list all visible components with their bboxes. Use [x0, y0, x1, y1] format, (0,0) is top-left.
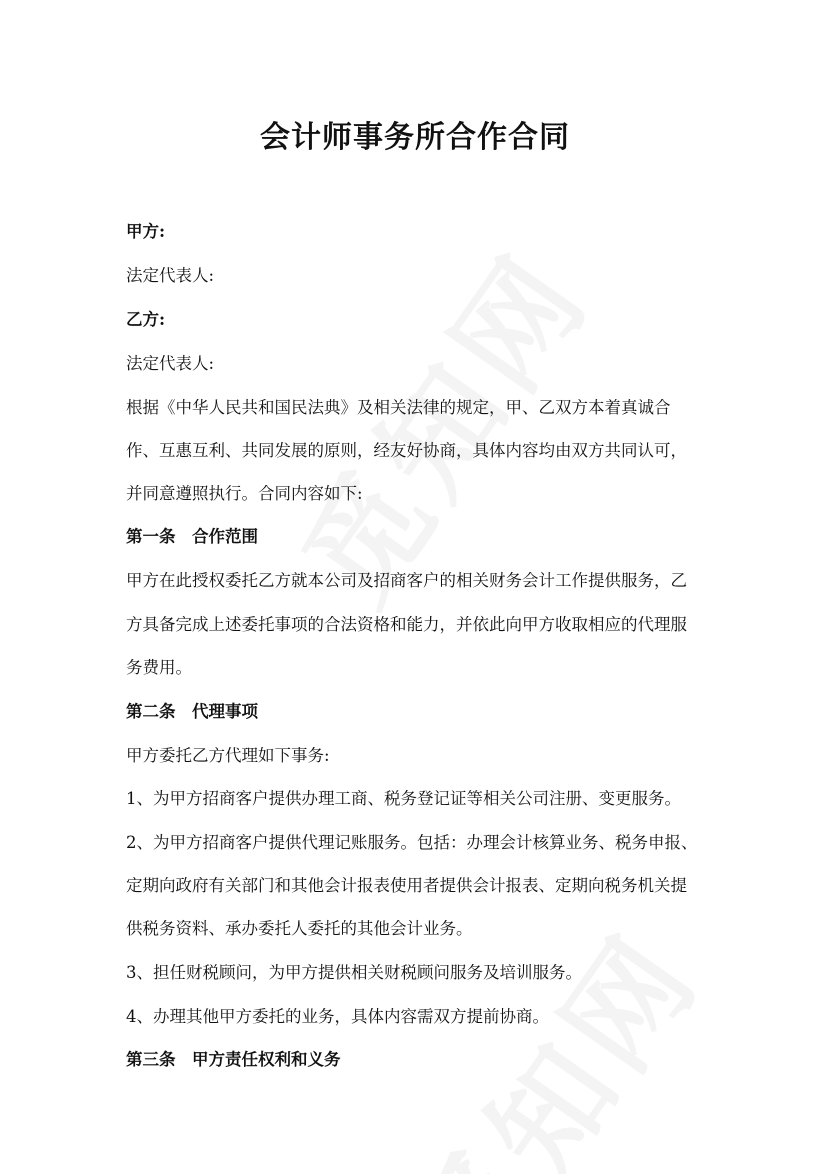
party-a-representative: 法定代表人: [126, 266, 215, 285]
article-2-intro: 甲方委托乙方代理如下事务: [126, 746, 330, 765]
article-2-item-2-line: 2、为甲方招商客户提供代理记账服务。包括：办理会计核算业务、税务申报、 [126, 833, 698, 852]
article-1-line: 方具备完成上述委托事项的合法资格和能力，并依此向甲方收取相应的代理服 [126, 615, 687, 634]
article-2-item-2-line: 定期向政府有关部门和其他会计报表使用者提供会计报表、定期向税务机关提 [126, 876, 687, 895]
article-1-line: 甲方在此授权委托乙方就本公司及招商客户的相关财务会计工作提供服务，乙 [126, 571, 687, 590]
article-2-item-4: 4、办理其他甲方委托的业务，具体内容需双方提前协商。 [126, 1007, 549, 1026]
article-2-item-1: 1、为甲方招商客户提供办理工商、税务登记证等相关公司注册、变更服务。 [126, 789, 681, 808]
article-1-line: 务费用。 [126, 658, 192, 677]
article-2-item-3: 3、担任财税顾问，为甲方提供相关财税顾问服务及培训服务。 [126, 963, 582, 982]
article-2-item-2-line: 供税务资料、承办委托人委托的其他会计业务。 [126, 919, 473, 938]
party-b-label: 乙方: [126, 310, 166, 329]
article-1-heading: 第一条 合作范围 [126, 527, 258, 546]
article-2-heading: 第二条 代理事项 [126, 702, 258, 721]
article-3-heading: 第三条 甲方责任权利和义务 [126, 1050, 341, 1069]
page-title: 会计师事务所合作合同 [260, 120, 570, 155]
party-a-label: 甲方: [126, 222, 166, 241]
preamble-line: 并同意遵照执行。合同内容如下: [126, 484, 363, 503]
party-b-representative: 法定代表人: [126, 354, 215, 373]
preamble-line: 根据《中华人民共和国民法典》及相关法律的规定，甲、乙双方本着真诚合 [126, 398, 671, 417]
preamble-line: 作、互惠互利、共同发展的原则，经友好协商，具体内容均由双方共同认可， [126, 441, 687, 460]
watermark-text [367, 967, 654, 1174]
